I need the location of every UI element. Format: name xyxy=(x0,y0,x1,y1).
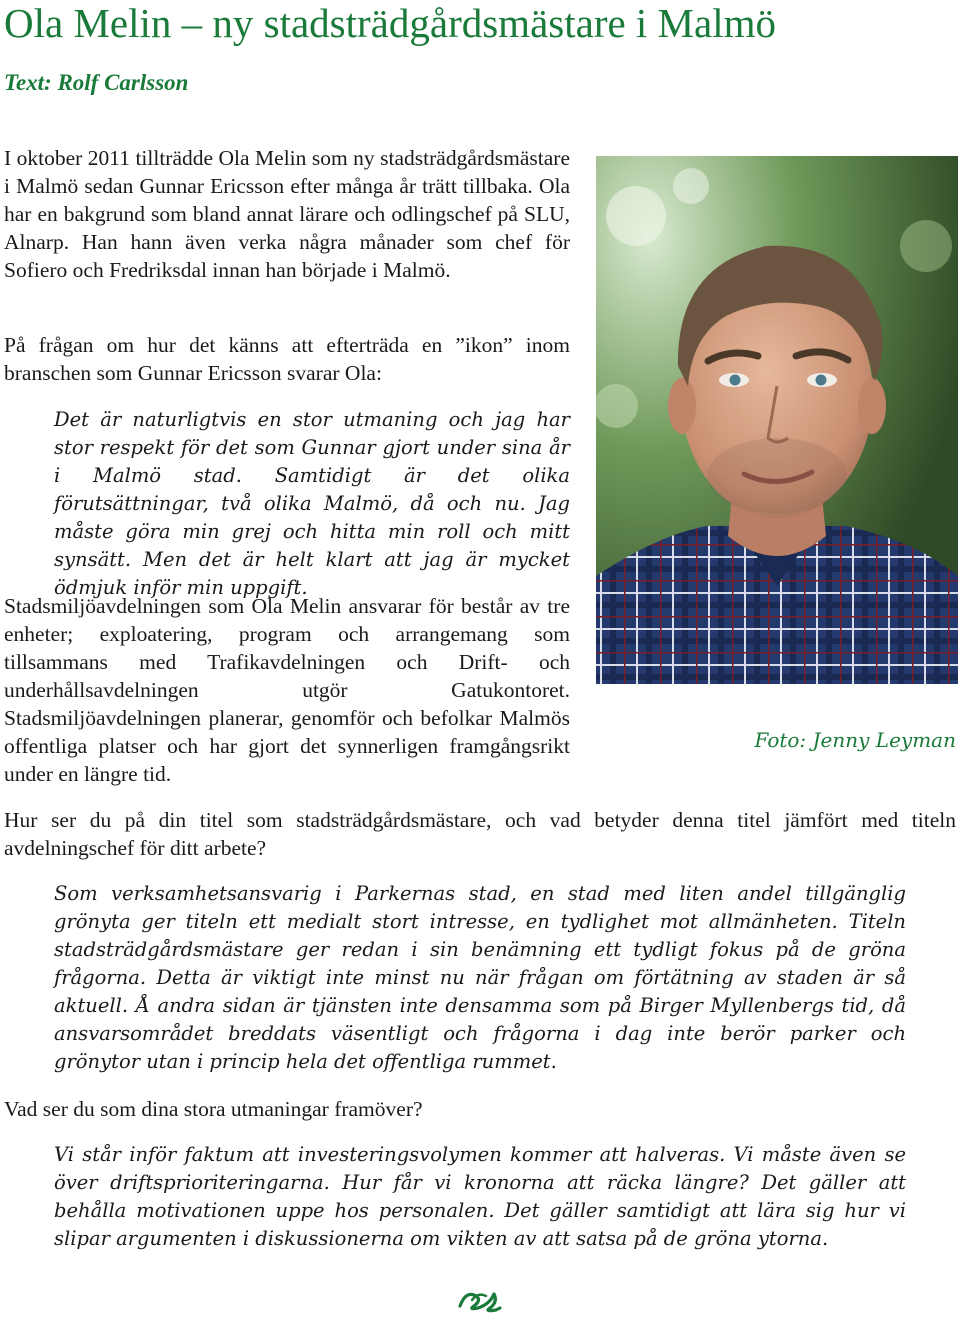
portrait-photo xyxy=(596,156,958,684)
question-2-paragraph: Vad ser du som dina stora utmaningar framöver? xyxy=(4,1097,423,1121)
question-intro-paragraph: På frågan om hur det känns att efterträda en ”ikon” inom branschen som Gunnar Ericsson svarar Ola: xyxy=(4,333,570,385)
answer-1-paragraph: Som verksamhetsansvarig i Parkernas stad, en stad med liten andel tillgänglig grönyta ger titeln ett medialt stort intresse, en tydlighet mot allmänheten. Titeln stadsträdgårdsmästare ger redan i sin benämning ett tydligt fokus på de gröna frågorna. Detta är viktigt inte minst nu när frågan om förtätning av staden är så aktuell. Å andra sidan är tjänsten inte densamma som på Birger Myllenbergs tid, då ansvarsområdet breddats väsentligt och frågorna i dag inte berör parker och grönytor utan i princip hela det offentliga rummet. xyxy=(54,882,906,1073)
article-byline: Text: Rolf Carlsson xyxy=(4,70,189,95)
intro-paragraph: I oktober 2011 tillträdde Ola Melin som ny stadsträdgårdsmästare i Malmö sedan Gunnar Ericsson efter många år trätt tillbaka. Ola har en bakgrund som bland annat lärare och odlingschef på SLU, Alnarp. Han hann även verka några månader som chef för Sofiero och Fredriksdal innan han började i Malmö. xyxy=(4,146,570,282)
department-paragraph: Stadsmiljöavdelningen som Ola Melin ansvarar för består av tre enheter; exploatering, program och arrangemang som tillsammans med Trafikavdelningen och Drift- och underhållsavdelningen utgör Gatukontoret. Stadsmiljöavdelningen planerar, genomför och befolkar Malmös offentliga platser och har gjort det synnerligen framgångsrikt under en längre tid. xyxy=(4,594,570,786)
photo-caption: Foto: Jenny Leyman xyxy=(754,728,956,752)
question-1-paragraph: Hur ser du på din titel som stadsträdgårdsmästare, och vad betyder denna titel jämfört med titeln avdelningschef för ditt arbete? xyxy=(4,808,956,860)
answer-2-paragraph: Vi står inför faktum att investeringsvolymen kommer att halveras. Vi måste även se över driftsprioriteringarna. Hur får vi kronorna att räcka längre? Det gäller att behålla motivationen uppe hos personalen. Det gäller samtidigt att lära sig hur vi slipar argumenten i diskussionerna om vikten av att satsa på de gröna ytorna. xyxy=(54,1143,906,1250)
leaf-ornament-icon xyxy=(456,1286,504,1314)
quote-paragraph-1: Det är naturligtvis en stor utmaning och jag har stor respekt för det som Gunnar gjort under sina år i Malmö stad. Samtidigt är det olika förutsättningar, två olika Malmö, då och nu. Jag måste göra min grej och hitta min roll och mitt synsätt. Men det är helt klart att jag är mycket ödmjuk inför min uppgift. xyxy=(54,408,570,599)
article-title: Ola Melin – ny stadsträdgårdsmästare i Malmö xyxy=(4,0,776,46)
